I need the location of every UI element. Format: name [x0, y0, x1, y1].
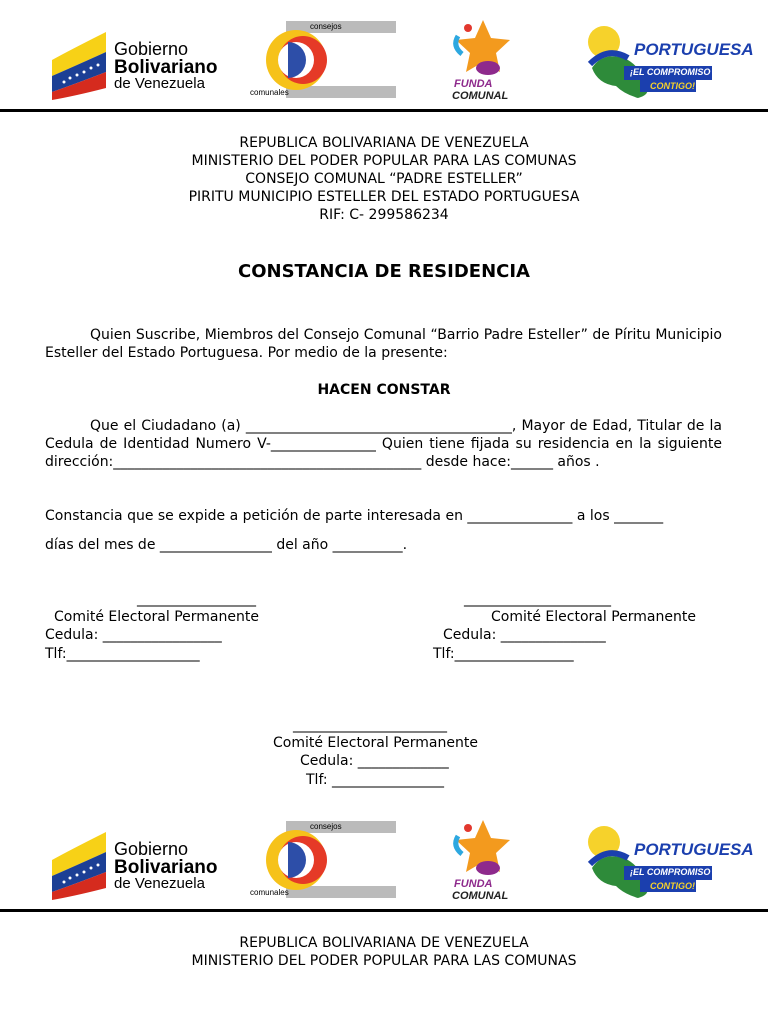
consejos-text: consejos [310, 22, 342, 31]
hacen-constar-heading: HACEN CONSTAR [317, 382, 451, 398]
contigo-text: CONTIGO! [650, 881, 695, 891]
venezuela-flag-icon [50, 30, 110, 100]
bolivariano-text: Bolivariano [114, 857, 218, 878]
signature-role: Comité Electoral Permanente [54, 609, 259, 625]
signature-cedula: Cedula: _______________ [443, 627, 606, 643]
top-logo-bar [0, 0, 768, 110]
document-title: CONSTANCIA DE RESIDENCIA [238, 261, 530, 282]
signature-line: ______________________ [293, 717, 447, 733]
de-venezuela-text: de Venezuela [114, 875, 205, 892]
portuguesa-logo [584, 24, 754, 100]
signature-tlf: Tlf:___________________ [45, 646, 200, 662]
contigo-text: CONTIGO! [650, 81, 695, 91]
gobierno-bolivariano-logo [50, 30, 230, 100]
comunales-text: comunales [250, 88, 289, 97]
venezuela-flag-icon [50, 830, 110, 900]
signature-cedula: Cedula: _____________ [300, 753, 449, 769]
star-figure-icon [448, 16, 518, 78]
gobierno-bolivariano-logo [50, 830, 230, 900]
gobierno-text: Gobierno [114, 839, 189, 859]
comunal-text: COMUNAL [452, 890, 509, 902]
body-paragraph: Que el Ciudadano (a) ______________________________________, Mayor de Edad, Titular de la Cedula de Identidad Numero V-_______________ Quien tiene fijada su residencia en la siguiente dirección:____________________________________________ desde hace:______ años . [45, 418, 722, 470]
header-line-4: PIRITU MUNICIPIO ESTELLER DEL ESTADO PORTUGUESA [188, 189, 580, 205]
footer-header-line-2: MINISTERIO DEL PODER POPULAR PARA LAS COMUNAS [191, 953, 577, 969]
expide-line-2: días del mes de ________________ del año __________. [45, 537, 408, 553]
signature-role: Comité Electoral Permanente [273, 735, 478, 751]
bolivariano-text: Bolivariano [114, 57, 218, 78]
expide-line-1: Constancia que se expide a petición de parte interesada en _______________ a los _______ [45, 508, 664, 524]
header-rif: RIF: C- 299586234 [319, 207, 449, 223]
signature-role: Comité Electoral Permanente [491, 609, 696, 625]
compromiso-text: ¡EL COMPROMISO ES [630, 67, 725, 77]
header-line-2: MINISTERIO DEL PODER POPULAR PARA LAS COMUNAS [191, 153, 577, 169]
consejos-text: consejos [310, 822, 342, 831]
signature-tlf: Tlf: ________________ [306, 772, 445, 788]
footer-divider [0, 909, 768, 912]
footer-header-line-1: REPUBLICA BOLIVARIANA DE VENEZUELA [239, 935, 529, 951]
comunales-text: comunales [250, 888, 289, 897]
consejos-comunales-logo [248, 16, 398, 102]
signature-line: _____________________ [464, 591, 611, 607]
portuguesa-logo [584, 824, 754, 900]
portuguesa-text: PORTUGUESA [634, 40, 754, 59]
bottom-logo-bar [0, 800, 768, 910]
gobierno-text: Gobierno [114, 39, 189, 59]
header-line-3: CONSEJO COMUNAL “PADRE ESTELLER” [245, 171, 523, 187]
header-divider [0, 109, 768, 112]
funda-text: FUNDA [454, 78, 493, 90]
signature-tlf: Tlf:_________________ [433, 646, 574, 662]
consejos-comunales-logo [248, 816, 398, 902]
portuguesa-text: PORTUGUESA [634, 840, 754, 859]
compromiso-text: ¡EL COMPROMISO ES [630, 867, 725, 877]
intro-paragraph: Quien Suscribe, Miembros del Consejo Comunal “Barrio Padre Esteller” de Píritu Municipio Esteller del Estado Portuguesa. Por medio de la presente: [45, 327, 722, 361]
fundacomunal-logo [448, 816, 518, 904]
fundacomunal-logo [448, 16, 518, 104]
star-figure-icon [448, 816, 518, 878]
funda-text: FUNDA [454, 878, 493, 890]
signature-cedula: Cedula: _________________ [45, 627, 222, 643]
signature-line: _________________ [137, 591, 256, 607]
comunal-text: COMUNAL [452, 90, 509, 102]
header-line-1: REPUBLICA BOLIVARIANA DE VENEZUELA [239, 135, 529, 151]
de-venezuela-text: de Venezuela [114, 75, 205, 92]
